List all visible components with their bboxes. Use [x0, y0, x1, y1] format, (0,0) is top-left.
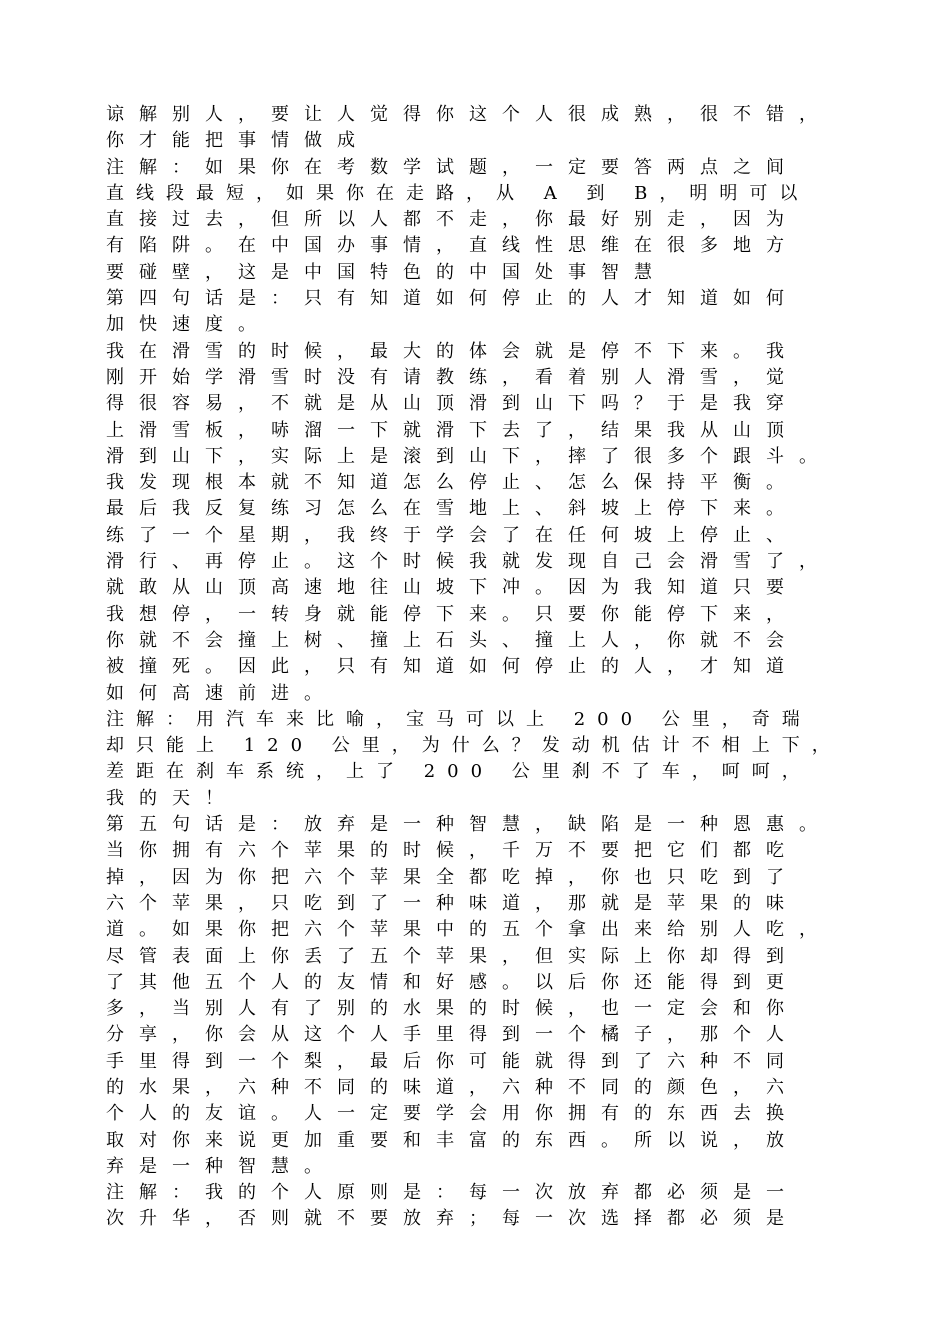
text-line: 却只能上 120 公里，为什么？发动机估计不相上下， [106, 735, 842, 757]
text-line: 第四句话是：只有知道如何停止的人才知道如何 [106, 288, 799, 310]
text-line: 手里得到一个梨，最后你可能就得到了六种不同 [106, 1050, 799, 1072]
text-line: 分享，你会从这个人手里得到一个橘子，那个人 [106, 1024, 799, 1046]
text-line: 当你拥有六个苹果的时候，千万不要把它们都吃 [106, 840, 799, 862]
text-line: 注解：如果你在考数学试题，一定要答两点之间 [106, 156, 799, 178]
text-line: 次升华，否则就不要放弃；每一次选择都必须是 [106, 1208, 799, 1230]
text-line: 你就不会撞上树、撞上石头、撞上人，你就不会 [106, 629, 799, 651]
text-line: 注解：我的个人原则是：每一次放弃都必须是一 [106, 1182, 799, 1204]
text-line: 直线段最短，如果你在走路，从 A 到 B，明明可以 [106, 182, 810, 204]
text-line: 如何高速前进。 [106, 682, 337, 704]
text-line: 掉，因为你把六个苹果全都吃掉，你也只吃到了 [106, 866, 799, 888]
text-line: 差距在刹车系统，上了 200 公里刹不了车，呵呵， [106, 761, 812, 783]
text-line: 滑到山下，实际上是滚到山下，摔了很多个跟斗。 [106, 445, 832, 467]
text-line: 我发现根本就不知道怎么停止、怎么保持平衡。 [106, 472, 799, 494]
text-line: 谅解别人，要让人觉得你这个人很成熟，很不错， [106, 104, 832, 125]
text-line: 被撞死。因此，只有知道如何停止的人，才知道 [106, 656, 799, 678]
text-line: 道。如果你把六个苹果中的五个拿出来给别人吃， [106, 919, 832, 941]
text-line: 就敢从山顶高速地往山坡下冲。因为我知道只要 [106, 577, 799, 599]
text-line: 我的天！ [106, 787, 238, 809]
text-line: 六个苹果，只吃到了一种味道，那就是苹果的味 [106, 892, 799, 914]
text-line: 取对你来说更加重要和丰富的东西。所以说，放 [106, 1129, 799, 1151]
text-line: 练了一个星期，我终于学会了在任何坡上停止、 [106, 524, 799, 546]
text-line: 最后我反复练习怎么在雪地上、斜坡上停下来。 [106, 498, 799, 520]
text-line: 个人的友谊。人一定要学会用你拥有的东西去换 [106, 1103, 799, 1125]
text-line: 刚开始学滑雪时没有请教练，看着别人滑雪，觉 [106, 366, 799, 388]
text-line: 得很容易，不就是从山顶滑到山下吗？于是我穿 [106, 393, 799, 415]
text-line: 加快速度。 [106, 314, 271, 336]
text-line: 第五句话是：放弃是一种智慧，缺陷是一种恩惠。 [106, 814, 832, 836]
text-line: 注解：用汽车来比喻，宝马可以上 200 公里，奇瑞 [106, 708, 812, 730]
document-body [106, 102, 866, 1233]
text-line: 了其他五个人的友情和好感。以后你还能得到更 [106, 971, 799, 993]
text-line: 要碰壁，这是中国特色的中国处事智慧 [106, 261, 667, 283]
text-line: 直接过去，但所以人都不走，你最好别走，因为 [106, 209, 799, 231]
text-line: 的水果，六种不同的味道，六种不同的颜色，六 [106, 1076, 799, 1098]
text-line: 我在滑雪的时候，最大的体会就是停不下来。我 [106, 340, 799, 362]
text-line: 弃是一种智慧。 [106, 1155, 337, 1177]
text-line: 多，当别人有了别的水果的时候，也一定会和你 [106, 998, 799, 1020]
text-line: 滑行、再停止。这个时候我就发现自己会滑雪了， [106, 551, 832, 573]
text-line: 尽管表面上你丢了五个苹果，但实际上你却得到 [106, 945, 799, 967]
text-line: 有陷阱。在中国办事情，直线性思维在很多地方 [106, 235, 799, 257]
text-line: 你才能把事情做成 [106, 130, 370, 152]
text-line: 上滑雪板，哧溜一下就滑下去了，结果我从山顶 [106, 419, 799, 441]
text-line: 我想停，一转身就能停下来。只要你能停下来， [106, 603, 799, 625]
